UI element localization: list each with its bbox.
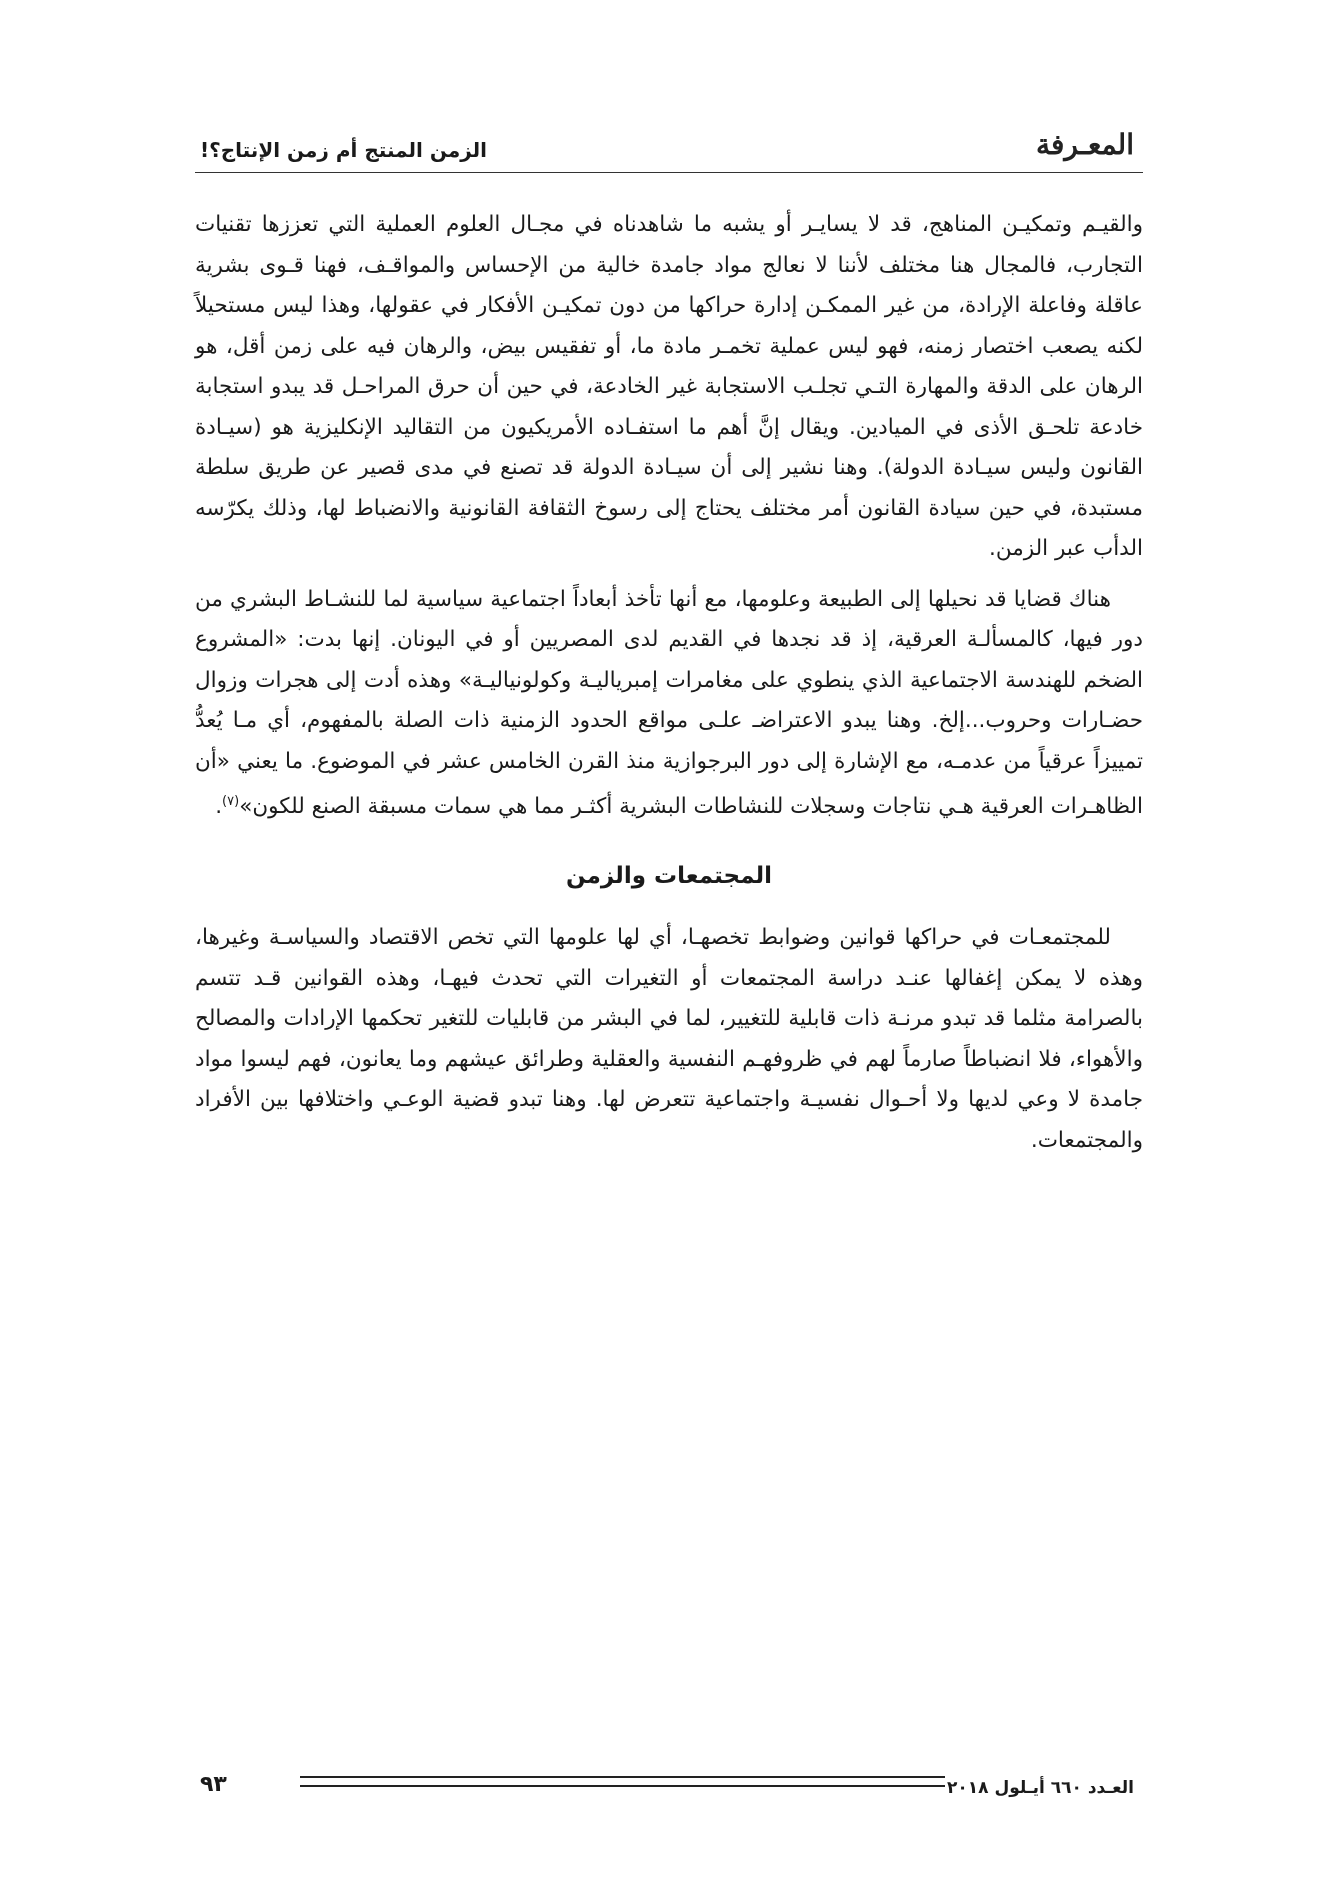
article-body — [195, 205, 1143, 1161]
issue-info: العـدد ٦٦٠ أيـلول ٢٠١٨ — [947, 1778, 1134, 1798]
body-paragraph: للمجتمعـات في حراكها قوانين وضوابط تخصهـا، أي لها علومها التي تخص الاقتصاد والسياسـة وغيرها، وهذه لا يمكن إغفالها عنـد دراسة المجتمعات أو التغيرات التي تحدث فيهـا، وهذه القوانين قـد تتسم بالصرامة مثلما قد تبدو مرنـة ذات قابلية للتغيير، لما في البشر من قابليات للتغير تحكمها الإرادات والمصالح والأهواء، فلا انضباطاً صارماً لهم في ظروفهـم النفسية والعقلية وطرائق عيشهم وما يعانون، فهم ليسوا مواد جامدة لا وعي لديها ولا أحـوال نفسيـة واجتماعية تتعرض لها. وهنا تبدو قضية الوعـي واختلافها بين الأفراد والمجتمعات. — [195, 925, 1143, 1153]
running-header-title: الزمن المنتج أم زمن الإنتاج؟! — [200, 138, 488, 162]
footnote-reference[interactable]: (٧) — [222, 794, 240, 809]
header-divider — [195, 172, 1143, 173]
paragraph-text: هناك قضايا قد نحيلها إلى الطبيعة وعلومها، مع أنها تأخذ أبعاداً اجتماعية سياسية لما للنشـاط البشري من دور فيها، كالمسألـة العرقية، إذ قد نجدها في القديم لدى المصريين أو في اليونان. إنها بدت: «المشروع الضخم للهندسة الاجتماعية الذي ينطوي على مغامرات إمبرياليـة وكولونياليـة» وهذه أدت إلى هجرات وزوال حضـارات وحروب...إلخ. وهنا يبدو الاعتراضـ علـى مواقع الحدود الزمنية ذات الصلة بالمفهوم، أي مـا يُعدُّ تمييزاً عرقياً من عدمـه، مع الإشارة إلى دور البرجوازية منذ القرن الخامس عشر في الموضوع. ما يعني «أن الظاهـرات العرقية هـي نتاجات وسجلات للنشاطات البشرية أكثـر مما هي سمات مسبقة الصنع للكون» — [195, 586, 1143, 820]
journal-logo: المعـرفة — [1035, 128, 1134, 161]
body-paragraph: والقيـم وتمكيـن المناهج، قد لا يسايـر أو يشبه ما شاهدناه في مجـال العلوم العملية التي تعززها تقنيات التجارب، فالمجال هنا مختلف لأننا لا نعالج مواد جامدة خالية من الإحساس والمواقـف، فهنا قـوى بشرية عاقلة وفاعلة الإرادة، من غير الممكـن إدارة حراكها من دون تمكيـن الأفكار في عقولها، وهذا ليس مستحيلاً لكنه يصعب اختصار زمنه، فهو ليس عملية تخمـر مادة ما، أو تفقيس بيض، والرهان فيه على زمن أقل، هو الرهان على الدقة والمهارة التـي تجلـب الاستجابة غير الخادعة، في حين أن حرق المراحـل قد يبدو استجابة خادعة تلحـق الأذى في الميادين. ويقال إنَّ أهم ما استفـاده الأمريكيون من التقاليد الإنكليزية هو (سيـادة القانون وليس سيـادة الدولة). وهنا نشير إلى أن سيـادة الدولة قد تصنع في مدى قصير عن طريق سلطة مستبدة، في حين سيادة القانون أمر مختلف يحتاج إلى رسوخ الثقافة القانونية والانضباط لها، وذلك يكرّسه الدأب عبر الزمن. — [195, 212, 1143, 561]
page-number: ٩٣ — [200, 1772, 227, 1797]
footer-divider — [300, 1776, 945, 1790]
body-paragraph — [195, 580, 1143, 828]
paragraph-end-punct: . — [215, 794, 223, 820]
section-heading: المجتمعات والزمن — [565, 862, 773, 889]
